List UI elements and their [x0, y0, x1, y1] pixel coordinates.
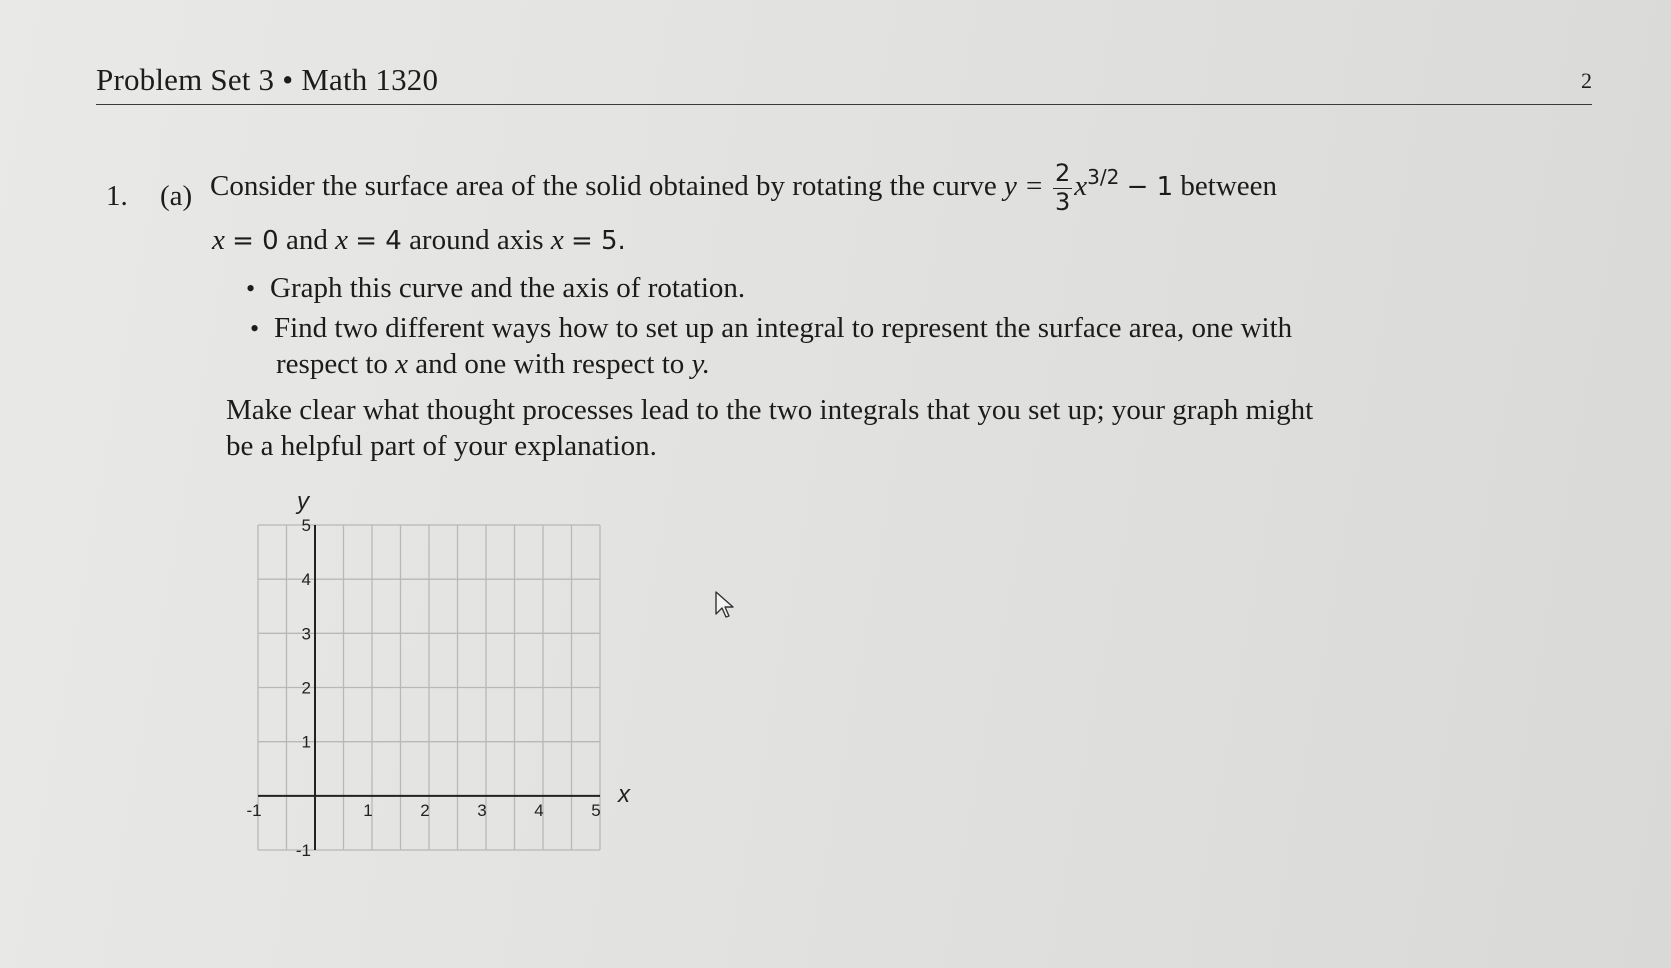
- paragraph-line2: be a helpful part of your explanation.: [226, 430, 657, 462]
- bullet-2-and-one: and one with respect to: [415, 348, 685, 380]
- problem-part: (a): [160, 180, 193, 212]
- x-tick-label: 2: [420, 800, 430, 820]
- line2-eq0: = 0: [232, 226, 279, 256]
- x-axis-label: x: [618, 780, 630, 808]
- line2-eq4: = 4: [355, 226, 402, 256]
- line2-x2: x: [335, 224, 348, 256]
- x-tick-label: 1: [363, 800, 373, 820]
- bullet-dot-1: •: [246, 274, 256, 303]
- y-tick-label: 1: [301, 732, 311, 752]
- x-tick-label: 3: [477, 800, 487, 820]
- header-page-number: 2: [1581, 68, 1592, 93]
- problem-number: 1.: [106, 180, 128, 212]
- problem-line1-text: Consider the surface area of the solid obtained by rotating the curve: [210, 169, 997, 202]
- line2-and: and: [285, 224, 328, 256]
- bullet-2-x: x: [395, 348, 409, 380]
- x-tick-label: 4: [534, 800, 544, 820]
- header-title: Problem Set 3 • Math 1320: [96, 62, 439, 97]
- y-tick-label: 4: [301, 570, 311, 590]
- x-tick-label: -1: [246, 800, 262, 820]
- mouse-cursor-icon: [714, 590, 736, 620]
- equation-minus-one: − 1: [1126, 171, 1174, 202]
- y-tick-label: 3: [301, 624, 311, 644]
- bullet-1-text: Graph this curve and the axis of rotation.: [270, 272, 746, 304]
- paragraph-line1: Make clear what thought processes lead to the two integrals that you set up; your graph might: [226, 394, 1314, 426]
- line2-x1: x: [212, 224, 225, 256]
- x-tick-label: 5: [591, 800, 601, 820]
- y-axis-label: y: [297, 488, 309, 515]
- bullet-2-y: y.: [691, 348, 711, 380]
- bullet-2-respect-to: respect to: [276, 348, 388, 380]
- line2-eq5: = 5.: [570, 226, 626, 256]
- fraction-denominator: 3: [1054, 187, 1071, 216]
- line2-around: around axis: [409, 224, 544, 256]
- bullet-dot-2: •: [250, 314, 260, 343]
- bullet-2-line1: Find two different ways how to set up an integral to represent the surface area, one with: [274, 312, 1293, 344]
- equation-lhs: y =: [1004, 169, 1044, 202]
- between-word: between: [1180, 169, 1278, 202]
- equation-exponent: 3/2: [1087, 165, 1120, 190]
- y-tick-label: -1: [295, 841, 311, 860]
- fraction-numerator: 2: [1054, 159, 1071, 187]
- y-tick-label: 2: [301, 678, 311, 698]
- equation-x: x: [1074, 169, 1088, 202]
- line2-x3: x: [550, 224, 564, 256]
- y-tick-label: 5: [301, 516, 311, 535]
